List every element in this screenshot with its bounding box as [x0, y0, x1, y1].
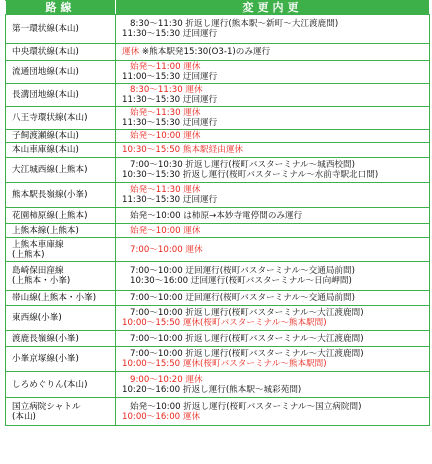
change-detail-cell: [116, 15, 430, 44]
route-name-cell: [6, 238, 116, 262]
route-name: 東西線(小峯): [12, 313, 62, 323]
table-row: [6, 372, 430, 398]
change-detail-cell: [116, 107, 430, 130]
route-name: (上熊本): [12, 249, 45, 260]
route-name: しろめぐりん(本山): [12, 379, 88, 390]
header-change: 変更内更: [116, 1, 430, 15]
route-name: 本山車庫線(本山): [12, 145, 79, 155]
table-row: [6, 224, 430, 238]
route-name-cell: [6, 306, 116, 331]
change-detail-line: 7:00〜10:00 折返し運行(桜町バスターミナル〜大江渡鹿間): [130, 333, 364, 344]
change-note: ※熊本駅発15:30(O3-1)のみ運行: [139, 47, 271, 57]
change-detail-line: 7:00〜10:00 折返し運行(桜町バスターミナル〜大江渡鹿間): [130, 349, 364, 359]
change-detail-cell: [116, 224, 430, 238]
table-row: [6, 107, 430, 130]
table-row: [6, 183, 430, 208]
table-header-row: [6, 1, 430, 15]
change-detail-line: 11:00〜15:30 迂回運行: [122, 72, 218, 82]
change-detail-cell: [116, 61, 430, 84]
change-detail-cell: [116, 306, 430, 331]
change-detail-line: 7:00〜10:00 折返し運行(桜町バスターミナル〜大江渡鹿間): [130, 308, 364, 318]
route-name-cell: [6, 61, 116, 84]
change-detail-cell: [116, 44, 430, 61]
route-name: 小峯京塚線(小峯): [12, 354, 79, 364]
table-row: [6, 398, 430, 426]
change-detail-line: [122, 47, 429, 57]
change-detail-cell: [116, 372, 430, 398]
route-name-cell: [6, 107, 116, 130]
change-detail-cell: [116, 238, 430, 262]
route-name-cell: [6, 208, 116, 224]
change-detail-line: 10:20〜16:00 折返し運行(熊本駅〜城彩苑間): [122, 384, 302, 395]
table-row: [6, 331, 430, 347]
route-name-cell: [6, 372, 116, 398]
change-detail-cell: [116, 398, 430, 426]
change-detail-line: 10:30〜16:00 迂回運行(桜町バスターミナル〜日向岬間): [130, 276, 352, 286]
change-detail-line: 10:30〜15:30 折返し運行(桜町バスターミナル〜水前寺駅北口間): [122, 170, 379, 180]
suspended-label: 運休: [122, 47, 140, 57]
route-name-cell: [6, 398, 116, 426]
table-body: [6, 15, 430, 426]
route-name-cell: [6, 291, 116, 306]
change-detail-line: 始発〜10:00 折返し運行(桜町バスターミナル〜国立病院間): [130, 401, 362, 412]
change-detail-cell: [116, 262, 430, 291]
route-name: 渡鹿長嶺線(小峯): [12, 333, 79, 344]
table-row: [6, 84, 430, 107]
change-detail-line: 7:00〜10:00 迂回運行(桜町バスターミナル〜交通局前間): [130, 266, 355, 276]
change-detail-line: 10:30〜15:50 熊本駅経由運休: [122, 145, 244, 155]
change-detail-cell: [116, 158, 430, 183]
change-detail-cell: [116, 331, 430, 347]
change-detail-cell: [116, 130, 430, 143]
route-name: 花園柿原線(上熊本): [12, 210, 88, 221]
route-name: 第一環状線(本山): [12, 24, 79, 34]
table-row: [6, 306, 430, 331]
table-row: [6, 158, 430, 183]
change-detail-cell: [116, 208, 430, 224]
table-row: [6, 347, 430, 372]
table-row: [6, 143, 430, 158]
table-row: [6, 61, 430, 84]
route-name: 長溝団地線(本山): [12, 90, 79, 100]
route-name-cell: [6, 224, 116, 238]
route-name: 熊本駅長嶺線(小峯): [12, 190, 88, 200]
table-row: [6, 44, 430, 61]
change-detail-line: 8:30〜11:30 運休: [130, 85, 203, 95]
table-row: [6, 291, 430, 306]
route-name: 大江城西線(上熊本): [12, 165, 88, 175]
change-detail-line: 始発〜11:30 運休: [130, 185, 201, 195]
change-detail-line: 10:00〜15:50 運休(桜町バスターミナル〜熊本駅間): [122, 318, 327, 328]
route-name-cell: [6, 183, 116, 208]
header-route: 路線: [6, 1, 116, 15]
change-detail-line: 11:30〜15:30 迂回運行: [122, 195, 218, 205]
change-detail-line: 7:00〜10:30 折返し運行(桜町バスターミナル〜城西校間): [130, 160, 355, 170]
change-detail-cell: [116, 84, 430, 107]
route-name-cell: [6, 158, 116, 183]
change-detail-line: 7:00〜10:00 迂回運行(桜町バスターミナル〜交通局前間): [130, 293, 355, 303]
change-detail-line: 始発〜10:00 運休: [130, 131, 201, 141]
change-detail-line: 10:00〜15:50 運休(桜町バスターミナル〜熊本駅間): [122, 359, 327, 369]
route-name: 上熊本車庫線: [12, 239, 64, 250]
change-detail-line: 8:30〜11:30 折返し運行(熊本駅〜新町〜大江渡鹿間): [130, 19, 339, 29]
change-detail-line: 11:30〜15:30 迂回運行: [122, 29, 218, 39]
route-name: 国立病院シャトル: [12, 401, 81, 412]
change-detail-line: 始発〜10:00 は柿原→本妙寺電停間のみ運行: [130, 210, 303, 221]
route-name: 中央環状線(本山): [12, 47, 79, 57]
route-name-cell: [6, 84, 116, 107]
table-row: [6, 238, 430, 262]
change-detail-line: 11:30〜15:30 迂回運行: [122, 118, 218, 128]
table-row: [6, 262, 430, 291]
table-row: [6, 208, 430, 224]
route-name: 子飼渡瀬線(本山): [12, 131, 79, 141]
change-detail-line: 11:30〜15:30 迂回運行: [122, 95, 218, 105]
table-row: [6, 130, 430, 143]
route-name: 帯山線(上熊本・小峯): [12, 293, 97, 303]
change-detail-cell: [116, 143, 430, 158]
change-detail-line: 9:00〜10:20 運休: [130, 374, 203, 385]
change-detail-line: 始発〜11:30 運休: [130, 108, 201, 118]
route-name-cell: [6, 347, 116, 372]
change-detail-cell: [116, 347, 430, 372]
route-name-cell: [6, 262, 116, 291]
route-name: 上熊本線(上熊本): [12, 225, 79, 236]
route-name: 流通団地線(本山): [12, 67, 79, 77]
change-detail-cell: [116, 183, 430, 208]
change-detail-line: 10:00〜16:00 運休: [122, 411, 201, 422]
route-name-cell: [6, 143, 116, 158]
route-name-cell: [6, 44, 116, 61]
route-name: 島崎保田窪線: [12, 266, 64, 276]
route-name-cell: [6, 15, 116, 44]
route-name: 八王寺環状線(本山): [12, 113, 88, 123]
route-name: (本山): [12, 411, 36, 422]
change-detail-line: 始発〜10:00 運休: [130, 225, 201, 236]
table-row: [6, 15, 430, 44]
route-name-cell: [6, 331, 116, 347]
change-detail-cell: [116, 291, 430, 306]
route-change-table: [5, 0, 430, 426]
route-name: (上熊本・小峯): [12, 276, 71, 286]
change-detail-line: 7:00〜10:00 運休: [130, 244, 203, 255]
change-detail-line: 始発〜11:00 運休: [130, 62, 201, 72]
route-name-cell: [6, 130, 116, 143]
